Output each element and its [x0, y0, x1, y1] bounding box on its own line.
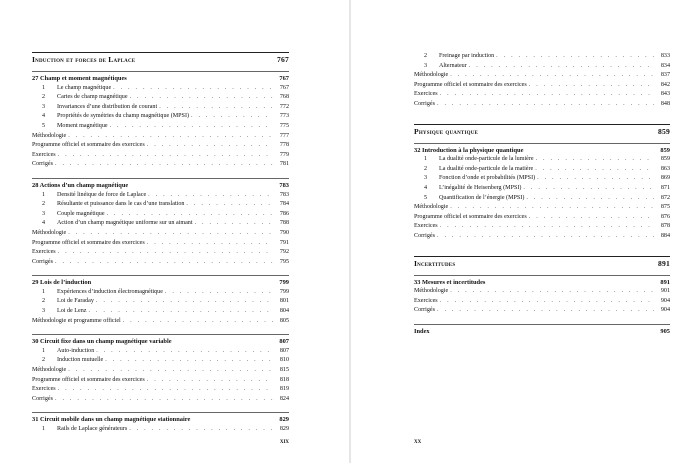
entry-title: Exercices — [32, 249, 56, 256]
entry-number: 1 — [42, 426, 46, 432]
entry-page: 876 — [660, 213, 670, 220]
leader-dots — [165, 288, 273, 298]
entry-title: Méthodologie — [414, 72, 449, 79]
entry-title: Induction mutuelle — [57, 357, 104, 364]
leader-dots — [440, 90, 654, 100]
entry-title: Exercices — [32, 386, 56, 393]
entry-page: 843 — [660, 91, 670, 98]
entry-title: Exercices — [414, 91, 438, 98]
toc-entry[interactable] — [414, 222, 670, 232]
toc-entry[interactable] — [32, 141, 289, 151]
part-page: 891 — [658, 258, 670, 268]
part-title: Incertitudes — [414, 258, 456, 268]
entry-title: Corrigés — [414, 307, 435, 314]
entry-title: Exercices — [414, 297, 438, 304]
toc-entry[interactable] — [32, 288, 289, 298]
leader-dots — [450, 71, 654, 81]
entry-page: 871 — [660, 184, 670, 191]
entry-title: Méthodologie — [32, 229, 67, 236]
leader-dots — [147, 376, 273, 386]
entry-number: 1 — [424, 156, 428, 163]
leader-dots — [58, 151, 273, 161]
entry-page: 863 — [660, 165, 670, 172]
leader-dots — [159, 103, 273, 113]
entry-title: Invariances d’une distribution de courant — [57, 103, 158, 110]
entry-number: 2 — [42, 201, 46, 208]
entry-page: 773 — [279, 113, 289, 120]
entry-page: 824 — [279, 395, 289, 402]
chapter-heading[interactable] — [32, 412, 289, 425]
leader-dots — [110, 122, 273, 132]
entry-number: 3 — [42, 308, 46, 315]
toc-entry[interactable] — [414, 194, 670, 204]
entry-title: L’inégalité de Heisenberg (MPSI) — [439, 184, 522, 191]
entry-number: 5 — [424, 194, 428, 201]
leader-dots — [58, 385, 273, 395]
entry-title: Méthodologie — [414, 288, 449, 295]
chapter-title: 31 Circuit mobile dans un champ magnétique stationnaire — [32, 416, 191, 424]
toc-entry[interactable] — [32, 132, 289, 142]
entry-title: Programme officiel et sommaire des exercices — [32, 239, 145, 246]
leader-dots — [440, 297, 654, 307]
entry-title: Exercices — [32, 151, 56, 158]
toc-entry[interactable] — [414, 297, 670, 307]
leader-dots — [96, 297, 273, 307]
leader-dots — [148, 191, 273, 201]
entry-number: 3 — [42, 210, 46, 217]
toc-left — [32, 52, 289, 435]
part-title: Induction et forces de Laplace — [32, 55, 136, 64]
entry-page: 783 — [279, 191, 289, 198]
entry-page: 842 — [660, 81, 670, 88]
entry-page: 904 — [660, 307, 670, 314]
leader-dots — [107, 210, 273, 220]
toc-right — [414, 52, 670, 336]
entry-page: 791 — [279, 239, 289, 246]
leader-dots — [437, 232, 654, 242]
chapter-title: 33 Mesures et incertitudes — [414, 278, 486, 286]
entry-page: 767 — [279, 84, 289, 91]
toc-entry[interactable] — [414, 184, 670, 194]
entry-title: Méthodologie — [32, 367, 67, 374]
entry-title: Programme officiel et sommaire des exercices — [414, 213, 527, 220]
toc-entry[interactable] — [32, 297, 289, 307]
entry-page: 777 — [279, 132, 289, 139]
entry-page: 904 — [660, 297, 670, 304]
leader-dots — [537, 174, 654, 184]
toc-entry[interactable] — [32, 239, 289, 249]
part-heading — [32, 52, 289, 64]
chapter-page: 891 — [660, 278, 670, 286]
entry-page: 768 — [279, 94, 289, 101]
entry-number: 1 — [42, 191, 46, 198]
chapter-heading[interactable] — [32, 275, 289, 288]
entry-title: Couple magnétique — [57, 210, 105, 217]
entry-title: Résultante et puissance dans le cas d’une translation — [57, 201, 185, 208]
toc-entry[interactable] — [414, 155, 670, 165]
chapter-heading[interactable] — [414, 275, 670, 288]
leader-dots — [536, 155, 654, 165]
entry-title: Programme officiel et sommaire des exercices — [32, 376, 145, 383]
leader-dots — [58, 248, 273, 258]
chapter-page: 767 — [279, 75, 289, 82]
chapter-title: 32 Introduction à la physique quantique — [414, 146, 524, 154]
toc-entry[interactable] — [414, 100, 670, 110]
toc-entry[interactable] — [32, 395, 289, 405]
chapter-title: 30 Circuit fixe dans un champ magnétique variable — [32, 338, 172, 346]
toc-entry[interactable] — [32, 229, 289, 239]
leader-dots — [496, 52, 654, 62]
leader-dots — [68, 366, 273, 376]
leader-dots — [437, 306, 654, 316]
leader-dots — [113, 84, 273, 94]
entry-page: 875 — [660, 204, 670, 211]
leader-dots — [55, 258, 273, 268]
leader-dots — [55, 395, 273, 405]
page-folio: xix — [279, 436, 289, 445]
entry-title: Corrigés — [414, 232, 435, 239]
leader-dots — [529, 213, 654, 223]
entry-title: Loi de Lenz — [57, 308, 87, 315]
leader-dots — [526, 194, 654, 204]
leader-dots — [535, 165, 654, 175]
toc-entry[interactable] — [414, 287, 670, 297]
toc-entry[interactable] — [32, 200, 289, 210]
toc-entry[interactable] — [32, 425, 289, 435]
entry-title: La dualité onde-particule de la lumière — [439, 156, 534, 163]
toc-entry[interactable] — [414, 71, 670, 81]
entry-title: Programme officiel et sommaire des exercices — [32, 142, 145, 149]
entry-number: 4 — [424, 184, 428, 191]
leader-dots — [147, 239, 273, 249]
toc-entry[interactable] — [32, 112, 289, 122]
entry-number: 3 — [424, 175, 428, 182]
toc-entry[interactable] — [32, 248, 289, 258]
entry-page: 795 — [279, 258, 289, 265]
entry-number: 1 — [42, 84, 46, 91]
entry-title: Loi de Faraday — [57, 298, 94, 305]
toc-entry[interactable] — [32, 210, 289, 220]
entry-title: Propriétés de symétries du champ magnétique (MPSI) — [57, 113, 190, 120]
chapter-title: Index — [414, 327, 430, 335]
entry-page: 869 — [660, 175, 670, 182]
leader-dots — [523, 184, 654, 194]
entry-page: 775 — [279, 122, 289, 129]
toc-entry[interactable] — [32, 103, 289, 113]
toc-entry[interactable] — [414, 306, 670, 316]
entry-number: 3 — [424, 62, 428, 69]
entry-page: 818 — [279, 376, 289, 383]
right-page — [351, 0, 700, 463]
toc-entry[interactable] — [32, 258, 289, 268]
entry-title: Auto-induction — [57, 347, 95, 354]
chapter-heading[interactable] — [32, 178, 289, 191]
page-folio: xx — [414, 436, 422, 445]
entry-number: 3 — [42, 103, 46, 110]
toc-entry[interactable] — [414, 90, 670, 100]
chapter-title: 27 Champ et moment magnétiques — [32, 75, 127, 82]
toc-entry[interactable] — [32, 366, 289, 376]
leader-dots — [529, 81, 654, 91]
entry-title: Freinage par induction — [439, 53, 495, 59]
leader-dots — [195, 219, 273, 229]
entry-title: Alternateur — [439, 62, 467, 69]
entry-title: Exercices — [414, 223, 438, 230]
toc-entry[interactable] — [32, 376, 289, 386]
toc-entry[interactable] — [414, 62, 670, 72]
toc-entry[interactable] — [414, 81, 670, 91]
toc-entry[interactable] — [414, 213, 670, 223]
toc-entry[interactable] — [414, 203, 670, 213]
entry-title: Corrigés — [32, 395, 53, 402]
chapter-heading-index[interactable] — [414, 324, 670, 337]
entry-page: 799 — [279, 288, 289, 295]
leader-dots — [130, 93, 273, 103]
leader-dots — [147, 141, 273, 151]
part-title: Physique quantique — [414, 126, 479, 136]
entry-page: 805 — [279, 317, 289, 324]
entry-title: Le champ magnétique — [57, 84, 112, 91]
leader-dots — [68, 132, 273, 142]
entry-page: 804 — [279, 308, 289, 315]
entry-page: 781 — [279, 161, 289, 168]
chapter-page: 905 — [660, 327, 670, 335]
entry-number: 2 — [42, 94, 46, 101]
leader-dots — [96, 347, 273, 357]
toc-entry[interactable] — [32, 151, 289, 161]
entry-page: 784 — [279, 201, 289, 208]
leader-dots — [88, 307, 273, 317]
entry-number: 4 — [42, 113, 46, 120]
toc-entry[interactable] — [32, 347, 289, 357]
entry-page: 801 — [279, 298, 289, 305]
leader-dots — [55, 160, 273, 170]
entry-number: 2 — [424, 165, 428, 172]
leader-dots — [469, 62, 654, 72]
entry-number: 4 — [42, 220, 46, 227]
chapter-title: 29 Lois de l’induction — [32, 279, 92, 287]
entry-title: Méthodologie — [414, 204, 449, 211]
entry-title: Fonction d’onde et probabilités (MPSI) — [439, 175, 536, 182]
toc-entry[interactable] — [414, 232, 670, 242]
toc-entry[interactable] — [414, 165, 670, 175]
entry-page: 859 — [660, 156, 670, 163]
toc-entry[interactable] — [414, 174, 670, 184]
entry-page: 772 — [279, 103, 289, 110]
entry-number: 1 — [42, 288, 46, 295]
entry-page: 790 — [279, 229, 289, 236]
entry-title: Expériences d’induction électromagnétique — [57, 288, 163, 295]
entry-title: Rails de Laplace générateurs — [57, 426, 128, 432]
entry-page: 878 — [660, 223, 670, 230]
entry-title: Corrigés — [32, 258, 53, 265]
entry-page: 901 — [660, 288, 670, 295]
entry-page: 834 — [660, 62, 670, 69]
entry-title: Corrigés — [32, 161, 53, 168]
entry-page: 872 — [660, 194, 670, 201]
toc-entry[interactable] — [32, 356, 289, 366]
entry-title: Action d’un champ magnétique uniforme sur un aimant — [57, 220, 193, 227]
chapter-title: 28 Actions d’un champ magnétique — [32, 181, 129, 189]
leader-dots — [191, 112, 273, 122]
entry-title: Corrigés — [414, 100, 435, 107]
part-page: 767 — [277, 55, 289, 64]
toc-entry[interactable] — [32, 307, 289, 317]
entry-title: La dualité onde-particule de la matière — [439, 165, 534, 172]
leader-dots — [437, 100, 654, 110]
entry-number: 1 — [42, 347, 46, 354]
entry-page: 792 — [279, 249, 289, 256]
entry-page: 837 — [660, 72, 670, 79]
leader-dots — [440, 222, 654, 232]
chapter-page: 807 — [279, 338, 289, 346]
entry-page: 815 — [279, 367, 289, 374]
leader-dots — [450, 203, 654, 213]
chapter-heading[interactable] — [32, 71, 289, 84]
entry-title: Densité linéique de force de Laplace — [57, 191, 147, 198]
toc-entry[interactable] — [414, 52, 670, 62]
entry-page: 819 — [279, 386, 289, 393]
entry-number: 2 — [42, 298, 46, 305]
entry-page: 829 — [279, 426, 289, 432]
entry-page: 778 — [279, 142, 289, 149]
toc-entry[interactable] — [32, 317, 289, 327]
leader-dots — [129, 425, 273, 435]
entry-page: 848 — [660, 100, 670, 107]
toc-entry[interactable] — [32, 93, 289, 103]
toc-entry[interactable] — [32, 122, 289, 132]
entry-title: Méthodologie et programme officiel — [32, 317, 121, 324]
left-page — [0, 0, 349, 463]
entry-number: 5 — [42, 122, 46, 129]
leader-dots — [450, 287, 654, 297]
chapter-page: 859 — [660, 146, 670, 154]
entry-title: Méthodologie — [32, 132, 67, 139]
toc-entry[interactable] — [32, 84, 289, 94]
entry-page: 884 — [660, 232, 670, 239]
entry-title: Moment magnétique — [57, 122, 108, 129]
toc-entry[interactable] — [32, 385, 289, 395]
toc-entry[interactable] — [32, 191, 289, 201]
chapter-page: 829 — [279, 416, 289, 424]
entry-title: Programme officiel et sommaire des exercices — [414, 81, 527, 88]
leader-dots — [105, 356, 273, 366]
entry-page: 779 — [279, 151, 289, 158]
chapter-heading[interactable] — [32, 334, 289, 347]
part-page: 859 — [658, 126, 670, 136]
chapter-heading[interactable] — [414, 143, 670, 156]
entry-page: 810 — [279, 357, 289, 364]
toc-entry[interactable] — [32, 160, 289, 170]
entry-page: 833 — [660, 53, 670, 59]
leader-dots — [186, 200, 273, 210]
entry-page: 786 — [279, 210, 289, 217]
entry-page: 807 — [279, 347, 289, 354]
leader-dots — [123, 317, 273, 327]
entry-title: Quantification de l’énergie (MPSI) — [439, 194, 525, 201]
entry-page: 788 — [279, 220, 289, 227]
part-heading — [414, 256, 670, 268]
entry-title: Cartes de champ magnétique — [57, 94, 128, 101]
toc-entry[interactable] — [32, 219, 289, 229]
leader-dots — [68, 229, 273, 239]
chapter-page: 799 — [279, 279, 289, 287]
chapter-page: 783 — [279, 181, 289, 189]
entry-number: 2 — [424, 53, 428, 59]
entry-number: 2 — [42, 357, 46, 364]
part-heading — [414, 124, 670, 136]
